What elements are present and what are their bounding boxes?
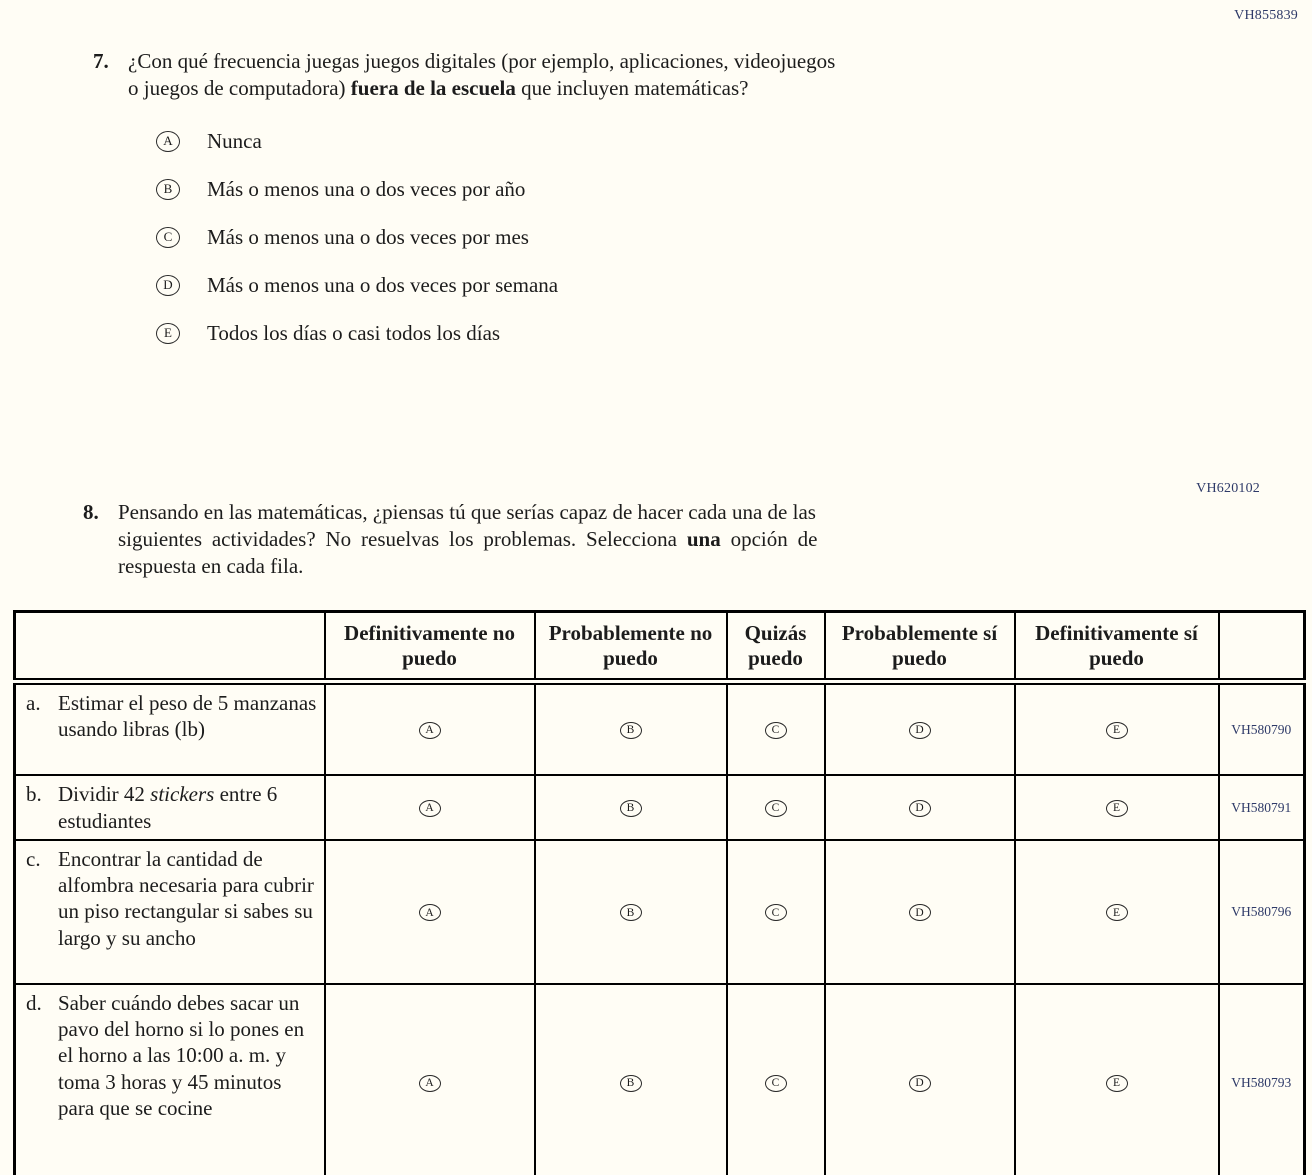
row-b-text [58, 781, 320, 834]
row-a-bubble-E[interactable]: E [1106, 722, 1128, 739]
matrix-header-prob-no: Probablemente no puedo [535, 612, 727, 681]
row-a-label-cell [15, 681, 325, 775]
q7-option-d [156, 273, 1312, 298]
q8-text-bold: una [686, 526, 721, 551]
row-c-text: Encontrar la cantidad de alfombra necesaria para cubrir un piso rectangular si sabes su largo y su ancho [58, 846, 314, 950]
row-c-label-cell [15, 840, 325, 984]
question-7 [93, 48, 1312, 369]
row-b-bubble-B[interactable]: B [620, 800, 642, 817]
row-a-bubble-C[interactable]: C [765, 722, 787, 739]
row-c-letter: c. [26, 846, 41, 871]
row-d-cell-D [825, 984, 1015, 1175]
row-b-text-post: entre 6 estudiantes [58, 782, 278, 833]
row-d-cell-A [325, 984, 535, 1175]
row-c-bubble-A[interactable]: A [419, 904, 441, 921]
q7-text [128, 48, 1118, 103]
row-a-text: Estimar el peso de 5 manzanas usando libras (lb) [58, 690, 317, 742]
q8-text-line3: respuesta en cada fila. [118, 554, 304, 579]
question-8 [83, 499, 1312, 581]
q7-text-bold: fuera de la escuela [350, 76, 516, 101]
matrix-row-a [15, 681, 1305, 775]
row-d-letter: d. [26, 990, 42, 1015]
row-b-text-italic: stickers [150, 782, 215, 807]
matrix-header-prob-si: Probablemente sí puedo [825, 612, 1015, 681]
q7-option-b-bubble[interactable]: B [156, 179, 180, 200]
q7-number: 7. [93, 49, 109, 73]
q7-option-e [156, 321, 1312, 346]
row-b-letter: b. [26, 782, 42, 807]
q7-text-line2-pre: o juegos de computadora) [128, 76, 351, 101]
q8-accession-code: VH620102 [1196, 480, 1260, 496]
row-a-cell-D [825, 681, 1015, 775]
row-c-bubble-D[interactable]: D [909, 904, 931, 921]
row-c-cell-A [325, 840, 535, 984]
row-c-item-code: VH580796 [1219, 840, 1305, 984]
row-d-bubble-A[interactable]: A [419, 1075, 441, 1092]
row-c-bubble-B[interactable]: B [620, 904, 642, 921]
row-a-bubble-A[interactable]: A [419, 722, 441, 739]
row-d-cell-B [535, 984, 727, 1175]
row-c-cell-D [825, 840, 1015, 984]
row-a-letter: a. [26, 690, 41, 715]
q7-option-c [156, 225, 1312, 250]
row-c-cell-C [727, 840, 825, 984]
q7-option-d-bubble[interactable]: D [156, 275, 180, 296]
matrix-header-row [15, 612, 1305, 681]
row-b-bubble-C[interactable]: C [765, 800, 787, 817]
q8-number: 8. [83, 499, 99, 524]
row-b-bubble-A[interactable]: A [419, 800, 441, 817]
row-a-cell-A [325, 681, 535, 775]
row-c-bubble-E[interactable]: E [1106, 904, 1128, 921]
q8-text [118, 499, 1118, 581]
q7-option-b [156, 177, 1312, 202]
row-c-cell-E [1015, 840, 1219, 984]
q7-option-a-label: Nunca [207, 128, 262, 153]
row-d-bubble-D[interactable]: D [909, 1075, 931, 1092]
q8-text-line1: Pensando en las matemáticas, ¿piensas tú que serías capaz de hacer cada una de las [118, 499, 816, 524]
q8-text-line2 [118, 527, 817, 551]
matrix-header-quizas: Quizás puedo [727, 612, 825, 681]
matrix-header-code-empty [1219, 612, 1305, 681]
row-d-bubble-C[interactable]: C [765, 1075, 787, 1092]
row-d-item-code: VH580793 [1219, 984, 1305, 1175]
row-a-bubble-B[interactable]: B [620, 722, 642, 739]
row-b-cell-C [727, 775, 825, 840]
row-c-cell-B [535, 840, 727, 984]
row-d-bubble-B[interactable]: B [620, 1075, 642, 1092]
row-d-cell-C [727, 984, 825, 1175]
matrix-row-d [15, 984, 1305, 1175]
row-b-item-code: VH580791 [1219, 775, 1305, 840]
row-a-item-code: VH580790 [1219, 681, 1305, 775]
matrix-header-empty [15, 612, 325, 681]
row-b-cell-E [1015, 775, 1219, 840]
row-c-bubble-C[interactable]: C [765, 904, 787, 921]
matrix-header-def-si: Definitivamente sí puedo [1015, 612, 1219, 681]
row-d-cell-E [1015, 984, 1219, 1175]
row-d-text: Saber cuándo debes sacar un pavo del horno si lo pones en el horno a las 10:00 a. m. y toma 3 horas y 45 minutos para que se cocine [58, 990, 305, 1120]
row-a-cell-B [535, 681, 727, 775]
row-b-cell-A [325, 775, 535, 840]
q7-option-a-bubble[interactable]: A [156, 131, 180, 152]
q7-text-line2-post: que incluyen matemáticas? [515, 76, 749, 101]
row-d-label-cell [15, 984, 325, 1175]
q7-options [156, 129, 1312, 346]
row-b-cell-B [535, 775, 727, 840]
q7-option-d-label: Más o menos una o dos veces por semana [207, 272, 559, 297]
matrix-header-def-no: Definitivamente no puedo [325, 612, 535, 681]
q8-matrix-table [13, 610, 1306, 1175]
matrix-row-b [15, 775, 1305, 840]
q7-text-line1: ¿Con qué frecuencia juegas juegos digitales (por ejemplo, aplicaciones, videojuegos [128, 49, 836, 73]
row-b-label-cell [15, 775, 325, 840]
row-b-bubble-D[interactable]: D [909, 800, 931, 817]
q7-option-c-bubble[interactable]: C [156, 227, 180, 248]
row-a-bubble-D[interactable]: D [909, 722, 931, 739]
q7-option-e-label: Todos los días o casi todos los días [207, 320, 501, 345]
row-b-bubble-E[interactable]: E [1106, 800, 1128, 817]
q8-text-line2-pre: siguientes actividades? No resuelvas los problemas. Selecciona [118, 526, 687, 551]
q7-option-b-label: Más o menos una o dos veces por año [207, 176, 526, 201]
row-a-cell-E [1015, 681, 1219, 775]
row-b-text-pre: Dividir 42 [58, 782, 151, 807]
q8-text-line2-post: opción de [720, 526, 818, 551]
matrix-row-c [15, 840, 1305, 984]
q7-accession-code: VH855839 [1234, 8, 1298, 23]
row-b-cell-D [825, 775, 1015, 840]
row-a-cell-C [727, 681, 825, 775]
q7-option-e-bubble[interactable]: E [156, 323, 180, 344]
row-d-bubble-E[interactable]: E [1106, 1075, 1128, 1092]
q7-option-c-label: Más o menos una o dos veces por mes [207, 224, 529, 249]
q7-option-a [156, 129, 1312, 154]
